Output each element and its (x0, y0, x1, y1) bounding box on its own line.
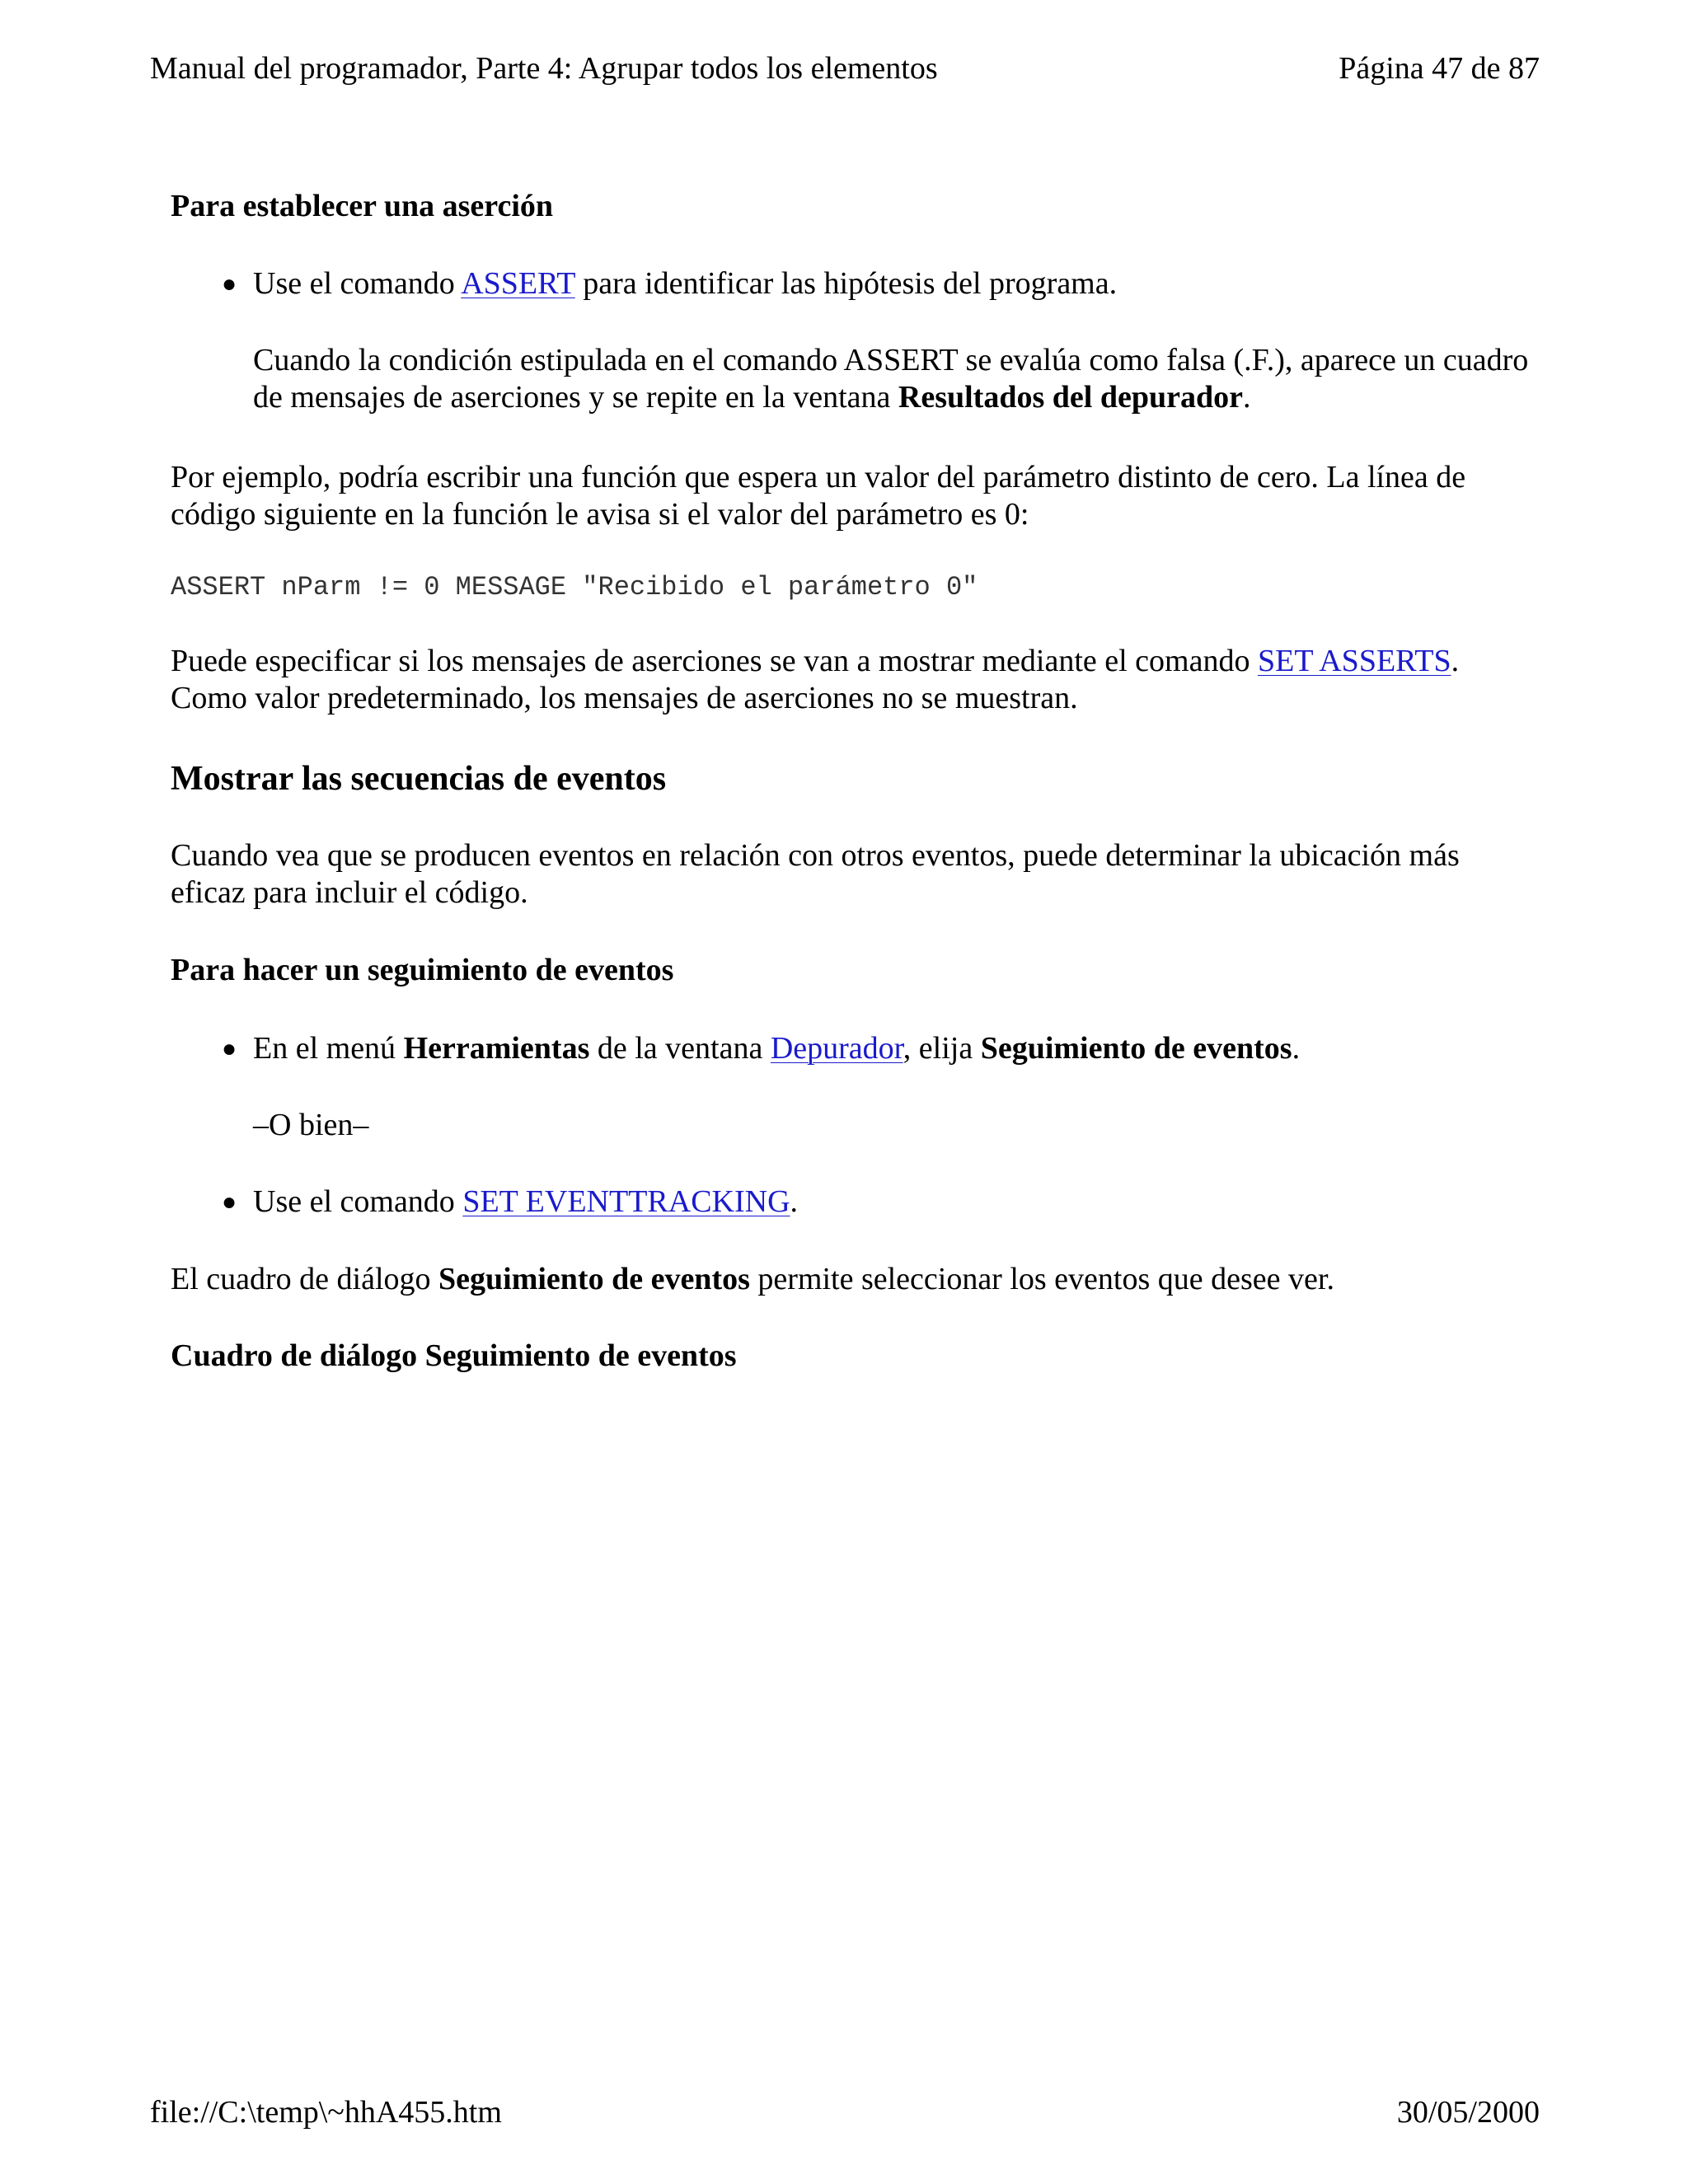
asserts-paragraph: Puede especificar si los mensajes de aserciones se van a mostrar mediante el comando SET ASSERTS. Como valor predeterminado, los mensajes de aserciones no se muestran. (171, 644, 1460, 715)
set-eventtracking-link[interactable]: SET EVENTTRACKING (462, 1184, 790, 1219)
page-header-title: Manual del programador, Parte 4: Agrupar todos los elementos (150, 51, 938, 86)
or-separator: –O bien– (253, 1108, 369, 1142)
list-item-command: ● Use el comando SET EVENTTRACKING. (222, 1184, 799, 1219)
page-number: Página 47 de 87 (1339, 51, 1540, 86)
list-item-menu: ● En el menú Herramientas de la ventana Depurador, elija Seguimiento de eventos. (222, 1031, 1301, 1066)
code-sample: ASSERT nParm != 0 MESSAGE "Recibido el parámetro 0" (171, 572, 978, 602)
subheading-tracking: Para hacer un seguimiento de eventos (171, 953, 674, 987)
events-intro: Cuando vea que se producen eventos en relación con otros eventos, puede determinar la ubicación más eficaz para incluir el código. (171, 838, 1460, 910)
assert-note: Cuando la condición estipulada en el comando ASSERT se evalúa como falsa (.F.), aparece un cuadro de mensajes de aserciones y se repite en la ventana Resultados del depurador. (253, 343, 1529, 415)
dialog-heading: Cuadro de diálogo Seguimiento de eventos (171, 1338, 737, 1373)
footer-date: 30/05/2000 (1396, 2095, 1540, 2130)
section-title-events: Mostrar las secuencias de eventos (171, 760, 667, 798)
assert-link[interactable]: ASSERT (461, 266, 575, 301)
list-item-assert: ● Use el comando ASSERT para identificar las hipótesis del programa. (222, 266, 1118, 301)
bullet-icon: ● (222, 1035, 237, 1062)
depurador-link[interactable]: Depurador (770, 1031, 903, 1066)
section-heading-assertion: Para establecer una aserción (171, 189, 554, 223)
bullet-icon: ● (222, 270, 237, 298)
bullet-icon: ● (222, 1188, 237, 1216)
example-paragraph: Por ejemplo, podría escribir una función que espera un valor del parámetro distinto de cero. La línea de código siguiente en la función le avisa si el valor del parámetro es 0: (171, 460, 1466, 532)
footer-file-path: file://C:\temp\~hhA455.htm (150, 2095, 502, 2130)
dialog-paragraph: El cuadro de diálogo Seguimiento de eventos permite seleccionar los eventos que desee ver. (171, 1262, 1334, 1296)
set-asserts-link[interactable]: SET ASSERTS (1257, 644, 1451, 678)
